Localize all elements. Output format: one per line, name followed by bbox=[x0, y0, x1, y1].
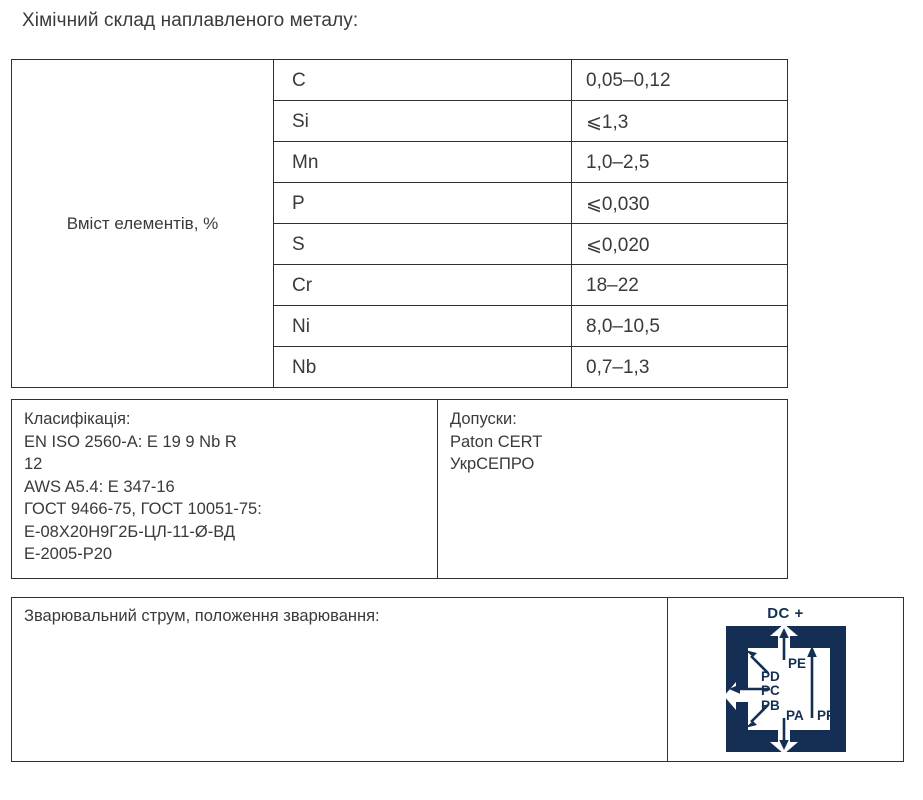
composition-row-label: Вміст елементів, % bbox=[12, 60, 274, 388]
element-value: 18–22 bbox=[572, 265, 788, 306]
classification-line: Е-08Х20Н9Г2Б-ЦЛ-11-Ø-ВД bbox=[24, 522, 236, 541]
welding-table-body bbox=[12, 598, 904, 762]
welding-positions-icon bbox=[726, 626, 846, 752]
welding-diagram-cell bbox=[668, 598, 904, 762]
classification-cell bbox=[12, 400, 438, 579]
table-row bbox=[12, 60, 788, 101]
element-value: 0,7–1,3 bbox=[572, 347, 788, 388]
classification-heading: Класифікація: bbox=[24, 410, 131, 428]
welding-heading: Зварювальний струм, положення зварювання: bbox=[12, 598, 668, 762]
composition-table-body bbox=[12, 60, 788, 388]
approvals-line: УкрСЕПРО bbox=[450, 455, 535, 473]
classification-line: ГОСТ 9466-75, ГОСТ 10051-75: bbox=[24, 500, 262, 518]
element-value: ⩽0,030 bbox=[572, 183, 788, 224]
table-row bbox=[12, 598, 904, 762]
approvals-line: Paton CERT bbox=[450, 432, 543, 451]
element-value: 0,05–0,12 bbox=[572, 60, 788, 101]
element-name: C bbox=[274, 60, 572, 101]
position-label-pf: PF bbox=[816, 708, 834, 723]
position-label-pd: PD bbox=[760, 669, 780, 684]
polarity-label: DC + bbox=[767, 605, 804, 622]
element-name: Cr bbox=[274, 265, 572, 306]
classification-approvals-table bbox=[11, 399, 788, 579]
element-value: 8,0–10,5 bbox=[572, 306, 788, 347]
approvals-cell bbox=[438, 400, 788, 579]
classification-table-body bbox=[12, 400, 788, 579]
classification-line: 12 bbox=[24, 455, 43, 473]
position-label-pe: PE bbox=[787, 656, 806, 671]
welding-current-positions-table bbox=[11, 597, 904, 762]
classification-line: EN ISO 2560-A: E 19 9 Nb R bbox=[24, 432, 237, 451]
element-value: ⩽1,3 bbox=[572, 101, 788, 142]
element-name: Si bbox=[274, 101, 572, 142]
element-value: ⩽0,020 bbox=[572, 224, 788, 265]
page-title: Хімічний склад наплавленого металу: bbox=[22, 10, 359, 31]
element-name: Nb bbox=[274, 347, 572, 388]
element-name: S bbox=[274, 224, 572, 265]
element-name: Ni bbox=[274, 306, 572, 347]
approvals-heading: Допуски: bbox=[450, 410, 517, 428]
element-name: P bbox=[274, 183, 572, 224]
position-label-pb: PB bbox=[760, 698, 780, 713]
classification-line: Е-2005-Р20 bbox=[24, 545, 113, 563]
table-row bbox=[12, 400, 788, 579]
position-label-pa: PA bbox=[785, 708, 804, 723]
chemical-composition-table bbox=[11, 59, 788, 388]
classification-line: AWS A5.4: E 347-16 bbox=[24, 477, 175, 496]
element-value: 1,0–2,5 bbox=[572, 142, 788, 183]
position-label-pc: PC bbox=[760, 683, 780, 698]
position-diagram-wrapper bbox=[668, 626, 903, 752]
element-name: Mn bbox=[274, 142, 572, 183]
